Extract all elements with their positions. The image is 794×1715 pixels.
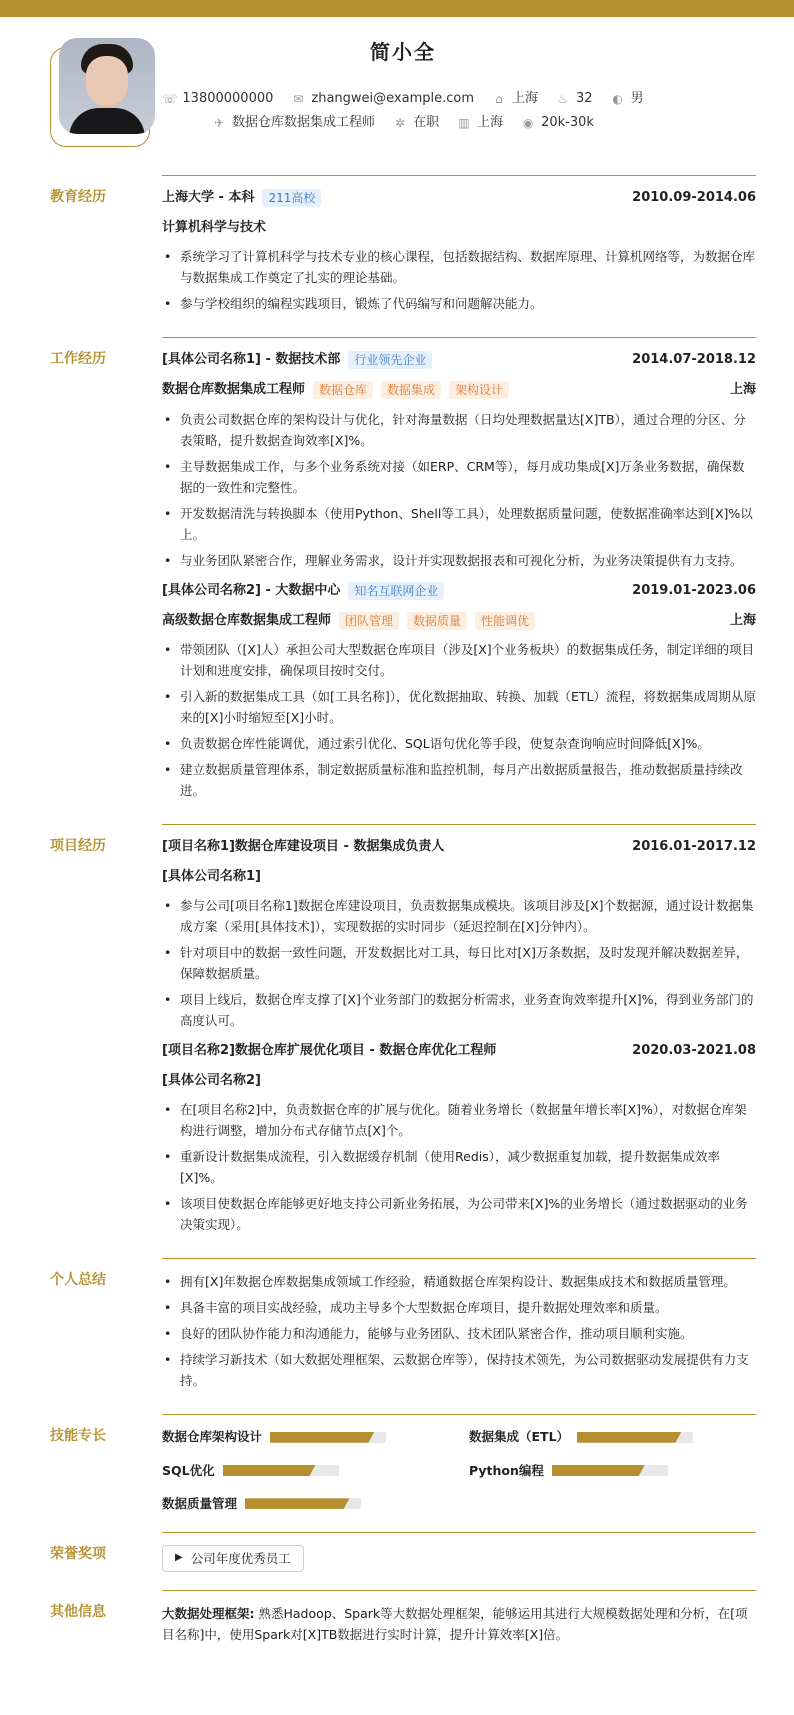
coin-icon: ◉ <box>522 115 534 130</box>
job-role: 高级数据仓库数据集成工程师 <box>162 612 332 628</box>
section-title: 个人总结 <box>50 1272 106 1289</box>
honor-label: 公司年度优秀员工 <box>190 1550 291 1566</box>
company-name: [具体公司名称2] - 大数据中心 <box>162 582 341 598</box>
education-date: 2010.09-2014.06 <box>632 190 756 205</box>
skill-item <box>162 1427 449 1446</box>
gender-icon: ◐ <box>612 91 623 106</box>
skill-bar <box>577 1432 693 1443</box>
company-name: [具体公司名称1] - 数据技术部 <box>162 352 341 368</box>
section-title: 工作经历 <box>50 351 106 368</box>
work-city: 上海 <box>477 115 504 130</box>
skill-name: 数据质量管理 <box>162 1496 238 1512</box>
skill-name: SQL优化 <box>162 1462 215 1478</box>
project-date: 2020.03-2021.08 <box>632 1043 756 1059</box>
skill-item <box>162 1461 449 1480</box>
company-tag: 知名互联网企业 <box>348 582 444 600</box>
list-item: • 与业务团队紧密合作，理解业务需求，设计并实现数据报表和可视化分析，为业务决策提供有力支持。 <box>162 550 756 571</box>
project-name: [项目名称1]数据仓库建设项目 - 数据集成负责人 <box>162 838 445 854</box>
honors-section <box>50 1532 756 1590</box>
status: 在职 <box>413 115 440 130</box>
list-item: • 引入新的数据集成工具（如[工具名称]），优化数据抽取、转换、加载（ETL）流程，将数据集成周期从原来的[X]小时缩短至[X]小时。 <box>162 686 756 728</box>
skill-tag: 架构设计 <box>449 381 509 399</box>
work-date: 2019.01-2023.06 <box>632 582 756 598</box>
age: 32 <box>576 91 593 106</box>
resume-header <box>50 17 756 175</box>
section-title: 项目经历 <box>50 837 106 854</box>
skill-bar <box>223 1465 339 1476</box>
skill-item <box>469 1461 756 1480</box>
project-date: 2016.01-2017.12 <box>632 838 756 854</box>
school-tag: 211高校 <box>262 189 321 207</box>
candidate-name: 简小全 <box>370 40 436 64</box>
list-item: • 负责数据仓库性能调优，通过索引优化、SQL语句优化等手段，使复杂查询响应时间降低[X]%。 <box>162 733 756 754</box>
home-icon: ⌂ <box>495 91 503 106</box>
skill-tag: 数据集成 <box>381 381 441 399</box>
other-label: 大数据处理框架: <box>162 1605 255 1621</box>
phone: 13800000000 <box>182 91 274 106</box>
phone-icon: ☏ <box>162 91 178 106</box>
work-city: 上海 <box>729 612 756 628</box>
section-title: 教育经历 <box>50 189 106 205</box>
summary-section <box>50 1258 756 1414</box>
section-title: 其他信息 <box>50 1603 106 1620</box>
skill-tag: 数据仓库 <box>313 381 373 399</box>
city: 上海 <box>512 91 539 106</box>
project-company: [具体公司名称1] <box>162 868 261 884</box>
project-company: [具体公司名称2] <box>162 1073 261 1089</box>
section-title: 荣誉奖项 <box>50 1545 106 1562</box>
skill-name: Python编程 <box>469 1462 544 1478</box>
list-item: • 主导数据集成工作，与多个业务系统对接（如ERP、CRM等），每月成功集成[X]万条业务数据，确保数据的一致性和完整性。 <box>162 456 756 498</box>
status-icon: ✲ <box>395 115 406 130</box>
list-item: • 参与学校组织的编程实践项目，锻炼了代码编写和问题解决能力。 <box>162 293 756 314</box>
building-icon: ▥ <box>458 115 470 130</box>
work-entry <box>162 581 756 801</box>
list-item: • 建立数据质量管理体系，制定数据质量标准和监控机制，每月产出数据质量报告，推动数据质量持续改进。 <box>162 759 756 801</box>
list-item: • 开发数据清洗与转换脚本（使用Python、Shell等工具），处理数据质量问题，使数据准确率达到[X]%以上。 <box>162 503 756 545</box>
project-name: [项目名称2]数据仓库扩展优化项目 - 数据仓库优化工程师 <box>162 1043 497 1059</box>
email: zhangwei@example.com <box>311 91 475 106</box>
company-tag: 行业领先企业 <box>348 351 432 369</box>
plane-icon: ✈ <box>214 115 225 130</box>
honor-item[interactable] <box>162 1545 304 1572</box>
projects-section <box>50 824 756 1259</box>
list-item: • 负责公司数据仓库的架构设计与优化，针对海量数据（日均处理数据量达[X]TB），通过合理的分区、分表策略，提升数据查询效率[X]%。 <box>162 409 756 451</box>
skill-bar <box>552 1465 668 1476</box>
skill-tag: 性能调优 <box>475 612 535 630</box>
skill-bar <box>270 1432 386 1443</box>
work-city: 上海 <box>729 382 756 398</box>
other-section <box>50 1590 756 1649</box>
work-date: 2014.07-2018.12 <box>632 352 756 368</box>
play-icon: ▶ <box>175 1552 183 1564</box>
skill-name: 数据仓库架构设计 <box>162 1429 263 1445</box>
project-entry <box>162 837 756 1031</box>
section-title: 技能专长 <box>50 1428 106 1445</box>
major: 计算机科学与技术 <box>162 220 267 236</box>
school-name: 上海大学 - 本科 <box>162 190 255 205</box>
list-item: • 参与公司[项目名称1]数据仓库建设项目，负责数据集成模块。该项目涉及[X]个数据源，通过设计数据集成方案（采用[具体技术]），实现数据的实时同步（延迟控制在[X]分钟内）。 <box>162 895 756 937</box>
job-role: 数据仓库数据集成工程师 <box>162 382 306 398</box>
position: 数据仓库数据集成工程师 <box>232 115 376 130</box>
salary: 20k-30k <box>541 115 594 130</box>
list-item: • 重新设计数据集成流程，引入数据缓存机制（使用Redis），减少数据重复加载，提升数据集成效率[X]%。 <box>162 1146 756 1188</box>
skill-bar <box>245 1498 361 1509</box>
job-intent-row <box>50 113 756 133</box>
list-item: • 针对项目中的数据一致性问题，开发数据比对工具，每日比对[X]万条数据，及时发现并解决数据差异，保障数据质量。 <box>162 942 756 984</box>
project-entry <box>162 1041 756 1235</box>
gender: 男 <box>630 91 644 106</box>
skills-section <box>50 1414 756 1531</box>
education-section <box>50 175 756 337</box>
list-item: • 拥有[X]年数据仓库数据集成领域工作经验，精通数据仓库架构设计、数据集成技术和数据质量管理。 <box>162 1271 756 1292</box>
list-item: • 具备丰富的项目实战经验，成功主导多个大型数据仓库项目，提升数据处理效率和质量。 <box>162 1297 756 1318</box>
list-item: • 在[项目名称2]中，负责数据仓库的扩展与优化。随着业务增长（数据量年增长率[X]%），对数据仓库架构进行调整，增加分布式存储节点[X]个。 <box>162 1099 756 1141</box>
list-item: • 持续学习新技术（如大数据处理框架、云数据仓库等），保持技术领先，为公司数据驱动发展提供有力支持。 <box>162 1349 756 1391</box>
list-item: • 带领团队（[X]人）承担公司大型数据仓库项目（涉及[X]个业务板块）的数据集成任务，制定详细的项目计划和进度安排，确保项目按时交付。 <box>162 639 756 681</box>
other-text: 熟悉Hadoop、Spark等大数据处理框架，能够运用其进行大规模数据处理和分析，在[项目名称]中，使用Spark对[X]TB数据进行实时计算，提升计算效率[X]倍。 <box>162 1605 748 1642</box>
work-section <box>50 337 756 824</box>
top-accent-bar <box>0 0 794 17</box>
contact-row <box>50 89 756 109</box>
list-item: • 项目上线后，数据仓库支撑了[X]个业务部门的数据分析需求，业务查询效率提升[X]%，得到业务部门的高度认可。 <box>162 989 756 1031</box>
skill-name: 数据集成（ETL） <box>469 1429 570 1445</box>
skill-item <box>469 1427 756 1446</box>
skill-tag: 团队管理 <box>339 612 399 630</box>
skill-tag: 数据质量 <box>407 612 467 630</box>
list-item: • 该项目使数据仓库能够更好地支持公司新业务拓展，为公司带来[X]%的业务增长（通过数据驱动的业务决策实现）。 <box>162 1193 756 1235</box>
cake-icon: ♨ <box>557 91 569 106</box>
work-entry <box>162 350 756 570</box>
mail-icon: ✉ <box>293 91 304 106</box>
skill-item <box>162 1494 449 1513</box>
list-item: • 良好的团队协作能力和沟通能力，能够与业务团队、技术团队紧密合作，推动项目顺利实施。 <box>162 1323 756 1344</box>
list-item: • 系统学习了计算机科学与技术专业的核心课程，包括数据结构、数据库原理、计算机网络等，为数据仓库与数据集成工作奠定了扎实的理论基础。 <box>162 246 756 288</box>
